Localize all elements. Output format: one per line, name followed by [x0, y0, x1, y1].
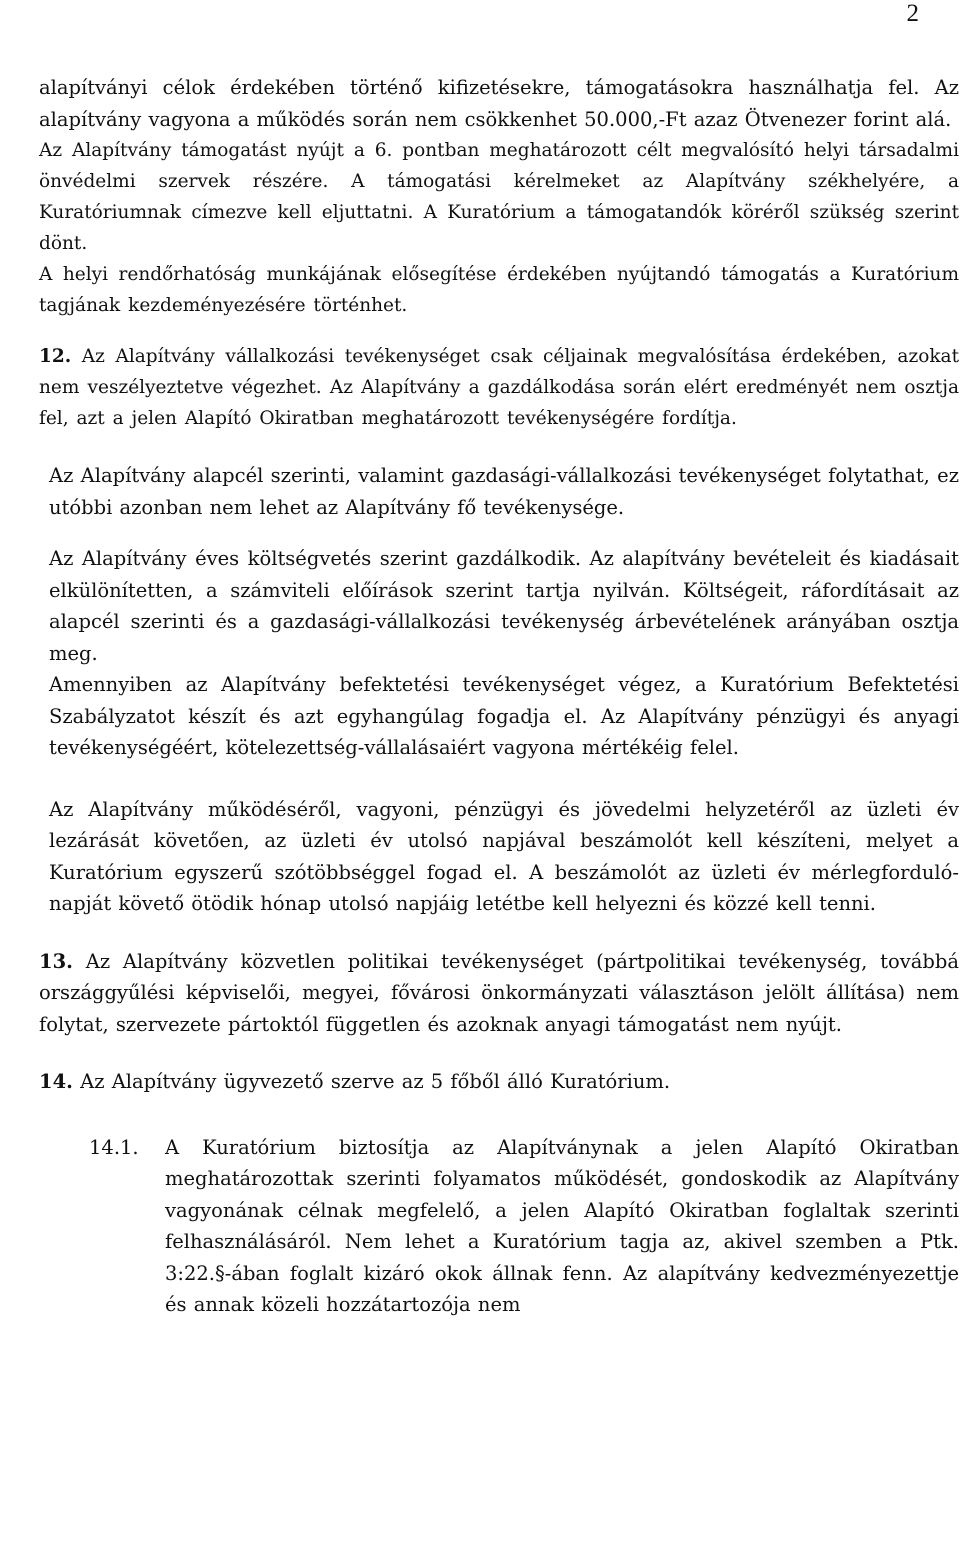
section-text: Az Alapítvány vállalkozási tevékenységet csak céljainak megvalósítása érdekében, azokat nem veszélyeztetve végezhet. Az Alapítvány a gazdálkodása során elért eredményét nem osztja fel, azt a jelen Alapító Okiratban meghatározott tevékenységére fordítja.	[39, 346, 960, 429]
section-number: 12.	[39, 346, 72, 367]
paragraph-investment: Amennyiben az Alapítvány befektetési tevékenységet végez, a Kuratórium Befektetési Szabályzatot készít és azt egyhangúlag fogadja el. Az Alapítvány pénzügyi és anyagi tevékenységéért, kötelezettség-vállalásaiért vagyona mértékéig felel.	[49, 673, 959, 759]
section-12	[39, 341, 959, 434]
section-14	[39, 1066, 959, 1098]
section-13	[39, 946, 959, 1041]
subsection-text: A Kuratórium biztosítja az Alapítványnak a jelen Alapító Okiratban meghatározottak szerinti folyamatos működését, gondoskodik az Alapítvány vagyonának célnak megfelelő, a jelen Alapító Okiratban foglaltak szerinti felhasználásáról. Nem lehet a Kuratórium tagja az, akivel szemben a Ptk. 3:22.§-ában foglalt kizáró okok állnak fenn. Az alapítvány kedvezményezettje és annak közeli hozzátartozója nem	[165, 1135, 959, 1316]
section-text: Az Alapítvány közvetlen politikai tevékenységet (pártpolitikai tevékenység, továbbá országgyűlési képviselői, megyei, fővárosi önkormányzati választáson jelölt állítása) nem folytat, szervezete pártoktól független és azoknak anyagi támogatást nem nyújt.	[39, 949, 959, 1036]
subsection-14-1	[89, 1132, 959, 1321]
paragraph-report: Az Alapítvány működéséről, vagyoni, pénzügyi és jövedelmi helyzetéről az üzleti év lezárását követően, az üzleti év utolsó napjával beszámolót kell készíteni, melyet a Kuratórium egyszerű szótöbbséggel fogad el. A beszámolót az üzleti év mérlegforduló-napját követő ötödik hónap utolsó napjáig letétbe kell helyezni és közzé kell tenni.	[49, 797, 959, 915]
section-number: 13.	[39, 949, 73, 973]
paragraph-budget: Az Alapítvány éves költségvetés szerint gazdálkodik. Az alapítvány bevételeit és kiadásait elkülönítetten, a számviteli előírások szerint tartja nyilván. Költségeit, ráfordításait az alapcél szerinti és a gazdasági-vállalkozási tevékenység árbevételének arányában osztja meg.	[49, 547, 959, 665]
section-text: Az Alapítvány ügyvezető szerve az 5 főből álló Kuratórium.	[80, 1070, 671, 1093]
paragraph-funds-usage: alapítványi célok érdekében történő kifizetésekre, támogatásokra használhatja fel. Az alapítvány vagyona a működés során nem csökkenhet 50.000,-Ft azaz Ötvenezer forint alá.	[39, 76, 959, 131]
paragraph-activity: Az Alapítvány alapcél szerinti, valamint gazdasági-vállalkozási tevékenységet folytathat, ez utóbbi azonban nem lehet az Alapítvány fő tevékenysége.	[49, 464, 959, 519]
paragraph-support: Az Alapítvány támogatást nyújt a 6. pontban meghatározott célt megvalósító helyi társadalmi önvédelmi szervek részére. A támogatási kérelmeket az Alapítvány székhelyére, a Kuratóriumnak címezve kell eljuttatni. A Kuratórium a támogatandók köréről szükség szerint dönt.	[39, 140, 959, 254]
subsection-number: 14.1.	[89, 1135, 139, 1159]
section-number: 14.	[39, 1070, 73, 1093]
document-body	[39, 72, 959, 1321]
paragraph-police-support: A helyi rendőrhatóság munkájának elősegítése érdekében nyújtandó támogatás a Kuratórium tagjának kezdeményezésére történhet.	[39, 264, 959, 316]
page-number: 2	[906, 0, 919, 27]
